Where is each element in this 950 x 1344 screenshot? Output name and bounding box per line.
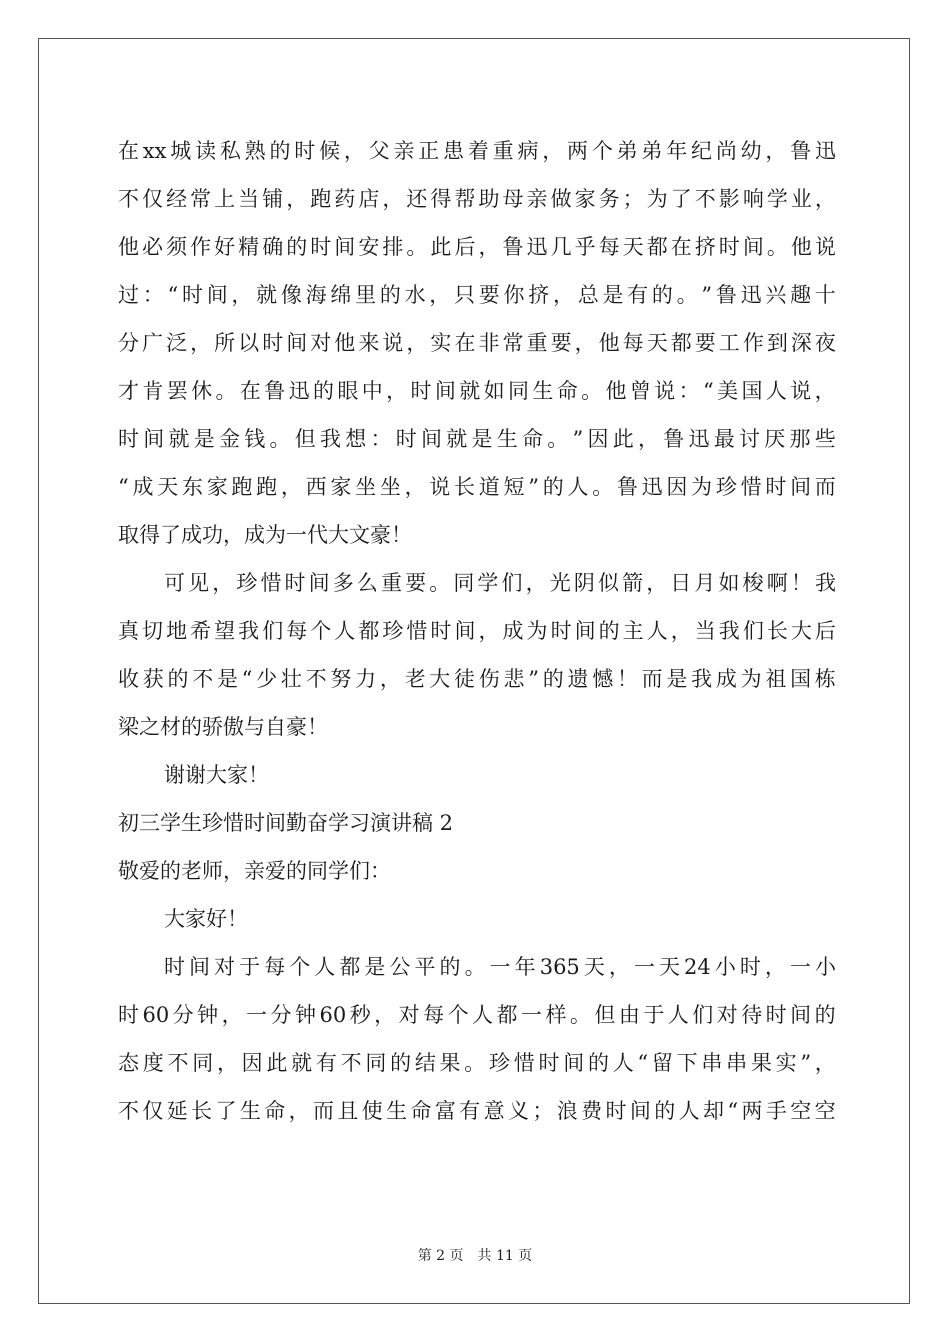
text-line: 时 间 就 是 金 钱 。 但 我 想 ： 时 间 就 是 生 命 。 ” 因 此 ， 鲁 迅 最 讨 厌 那 些 bbox=[118, 427, 836, 451]
text-line: 收 获 的 不 是 “ 少 壮 不 努 力 ， 老 大 徒 伤 悲 ” 的 遗 憾 ！ 而 是 我 成 为 祖 国 栋 bbox=[118, 667, 836, 691]
text-line: 真 切 地 希 望 我 们 每 个 人 都 珍 惜 时 间 ， 成 为 时 间 的 主 人 ， 当 我 们 长 大 后 bbox=[118, 619, 836, 643]
text-line: 才 肯 罢 休 。 在 鲁 迅 的 眼 中 ， 时 间 就 如 同 生 命 。 他 曾 说 ： “ 美 国 人 说 ， bbox=[118, 379, 836, 403]
text-line: 初三学生珍惜时间勤奋学习演讲稿 2 bbox=[118, 811, 454, 835]
page-footer: 第 2 页 共 11 页 bbox=[417, 1248, 533, 1264]
text-line: 取得了成功，成为一代大文豪！ bbox=[118, 523, 412, 547]
text-line: “ 成 天 东 家 跑 跑 ， 西 家 坐 坐 ， 说 长 道 短 ” 的 人 。 鲁 迅 因 为 珍 惜 时 间 而 bbox=[118, 475, 836, 499]
text-line: 不 仅 延 长 了 生 命 ， 而 且 使 生 命 富 有 意 义 ； 浪 费 时 间 的 人 却 “ 两 手 空 空 bbox=[118, 1099, 836, 1123]
text-line: 大家好！ bbox=[164, 907, 248, 931]
text-line: 谢谢大家！ bbox=[164, 763, 269, 787]
text-line: 在 xx 城 读 私 熟 的 时 候 ， 父 亲 正 患 着 重 病 ， 两 个 弟 弟 年 纪 尚 幼 ， 鲁 迅 bbox=[118, 139, 836, 163]
text-line: 他 必 须 作 好 精 确 的 时 间 安 排 。 此 后 ， 鲁 迅 几 乎 每 天 都 在 挤 时 间 。 他 说 bbox=[118, 235, 836, 259]
text-line: 过 ： “ 时 间 ， 就 像 海 绵 里 的 水 ， 只 要 你 挤 ， 总 是 有 的 。 ” 鲁 迅 兴 趣 十 bbox=[118, 283, 836, 307]
text-line: 时 60 分 钟 ， 一 分 钟 60 秒 ， 对 每 个 人 都 一 样 。 但 由 于 人 们 对 待 时 间 的 bbox=[118, 1003, 836, 1027]
text-line: 可 见 ， 珍 惜 时 间 多 么 重 要 。 同 学 们 ， 光 阴 似 箭 ， 日 月 如 梭 啊 ！ 我 bbox=[164, 571, 836, 595]
text-line: 不 仅 经 常 上 当 铺 ， 跑 药 店 ， 还 得 帮 助 母 亲 做 家 务 ； 为 了 不 影 响 学 业 ， bbox=[118, 187, 836, 211]
text-line: 时 间 对 于 每 个 人 都 是 公 平 的 。 一 年 365 天 ， 一 天 24 小 时 ， 一 小 bbox=[164, 955, 836, 979]
text-line: 梁之材的骄傲与自豪！ bbox=[118, 715, 328, 739]
text-line: 分 广 泛 ， 所 以 时 间 对 他 来 说 ， 实 在 非 常 重 要 ， 他 每 天 都 要 工 作 到 深 夜 bbox=[118, 331, 836, 355]
document-body bbox=[118, 127, 836, 1135]
text-line: 态 度 不 同 ， 因 此 就 有 不 同 的 结 果 。 珍 惜 时 间 的 人 “ 留 下 串 串 果 实 ” ， bbox=[118, 1051, 836, 1075]
text-line: 敬爱的老师，亲爱的同学们： bbox=[118, 859, 391, 883]
